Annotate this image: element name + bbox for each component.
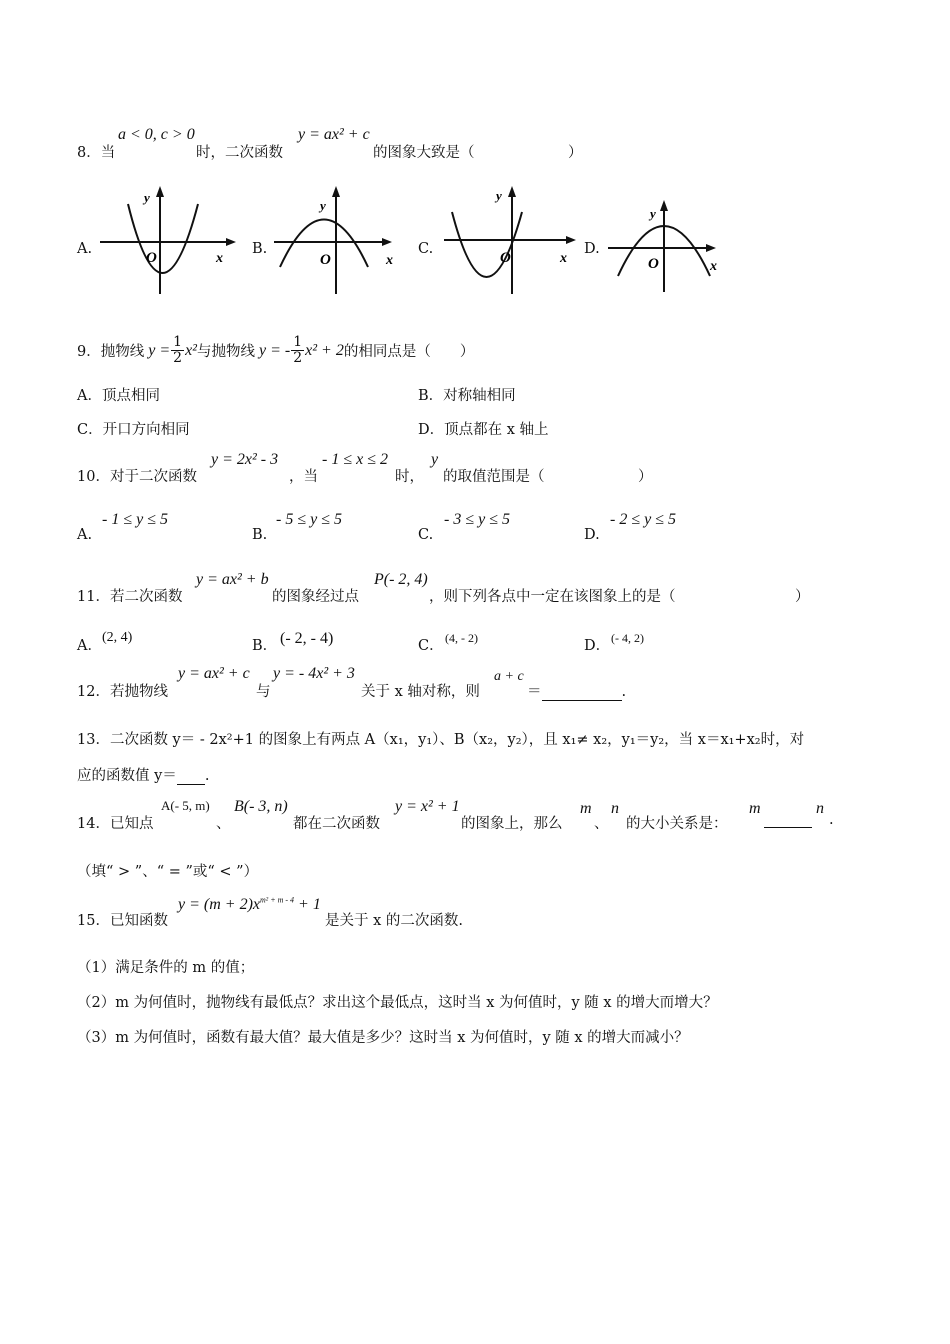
q14-number: 14． (77, 816, 110, 832)
q8-line (77, 141, 115, 162)
q12-middle2: 关于 x 轴对称，则 (361, 684, 480, 700)
q14-sep2: 、 (594, 816, 609, 832)
q14-m: m (580, 800, 592, 817)
q11-line (77, 585, 182, 606)
q14-sep: 、 (216, 816, 231, 832)
x-arrow (382, 238, 392, 246)
q9-option-c[interactable]: C．开口方向相同 (77, 422, 190, 438)
q12-blank[interactable] (542, 700, 622, 701)
x-label: x (710, 259, 717, 274)
q12-middle1: 与 (256, 684, 271, 700)
q10-option-c[interactable]: - 3 ≤ y ≤ 5 (444, 511, 510, 528)
q8-condition: a < 0, c > 0 (118, 126, 195, 143)
q8-suffix: 的图象大致是（ (373, 145, 475, 161)
q14-prefix: 已知点 (109, 816, 154, 832)
q10-prefix: 对于二次函数 (109, 469, 197, 485)
q8-graph-d[interactable] (606, 196, 726, 296)
y-label: y (650, 206, 656, 221)
q12-expr: a + c (494, 669, 524, 684)
x-label: x (386, 253, 393, 268)
q14-blank[interactable] (764, 827, 812, 828)
q11-number: 11． (77, 589, 110, 605)
q11-option-d-label[interactable]: D． (584, 638, 611, 654)
q15-part-1: （1）满足条件的 m 的值； (77, 960, 255, 976)
q12-prefix: 若抛物线 (109, 684, 168, 700)
q11-middle: 的图象经过点 (272, 589, 359, 605)
y-label: y (320, 198, 326, 213)
q10-middle1: ，当 (289, 469, 318, 485)
x-label: x (216, 251, 223, 266)
q10-option-d-label[interactable]: D. (584, 527, 600, 543)
q9-suffix: 的相同点是（ ） (343, 344, 475, 360)
q13-blank[interactable] (177, 784, 205, 785)
q13-line1 (77, 728, 804, 749)
q11-option-c[interactable]: (4, - 2) (445, 631, 478, 645)
y-arrow (508, 186, 516, 197)
q8-option-a-label[interactable]: A. (77, 241, 93, 257)
q9-middle: 与抛物线 (196, 344, 255, 360)
origin-label: O (648, 256, 659, 272)
q14-end: . (829, 812, 834, 828)
q11-point: P(- 2, 4) (374, 571, 428, 588)
q13-line2 (77, 764, 209, 785)
q11-close: ） (795, 589, 810, 605)
q14-n: n (611, 800, 619, 817)
q8-middle: 时，二次函数 (196, 145, 283, 161)
q15-function-exp: m² + m - 4 (260, 895, 295, 905)
origin-label: O (320, 252, 331, 268)
q15-prefix: 已知函数 (109, 913, 168, 929)
q10-line (77, 465, 197, 486)
x-arrow (566, 236, 576, 244)
origin-label: O (500, 250, 511, 266)
q12-equals: ＝ (527, 684, 542, 700)
y-arrow (660, 200, 668, 211)
q11-option-a[interactable]: (2, 4) (102, 630, 133, 645)
q8-graph-b[interactable] (272, 182, 402, 297)
q10-option-d[interactable]: - 2 ≤ y ≤ 5 (610, 511, 676, 528)
q13-text: 二次函数 y＝ - 2x²+1 的图象上有两点 A（x₁，y₁）、B（x₂，y₂），且 x₁≠ x₂，y₁＝y₂，当 x＝x₁+x₂时，对 (109, 732, 805, 748)
q11-function: y = ax² + b (196, 571, 269, 588)
q14-middle3: 的大小关系是： (626, 816, 728, 832)
q9-f2-rest: x² + 2 (305, 341, 344, 359)
parabola (128, 204, 198, 273)
q10-close: ） (638, 469, 653, 485)
q10-option-b-label[interactable]: B. (252, 527, 268, 543)
q13-number: 13． (77, 732, 110, 748)
q11-suffix: ，则下列各点中一定在该图象上的是（ (429, 589, 676, 605)
q8-number: 8． (77, 145, 101, 161)
q14-n2: n (816, 800, 824, 817)
q9-f1-lhs: y = (148, 341, 171, 359)
q8-prefix: 当 (100, 145, 116, 161)
q12-f2: y = - 4x² + 3 (273, 665, 355, 682)
q8-close: ） (568, 145, 583, 161)
q9-f1-fraction: $\frac{1}{2}$ (173, 334, 183, 366)
q8-option-c-label[interactable]: C. (418, 241, 434, 257)
q14-point-a: A(- 5, m) (161, 798, 210, 813)
q10-range: - 1 ≤ x ≤ 2 (322, 451, 388, 468)
q8-option-b-label[interactable]: B. (252, 241, 268, 257)
q9-number: 9． (77, 344, 101, 360)
q10-var: y (431, 451, 439, 468)
q10-option-a[interactable]: - 1 ≤ y ≤ 5 (102, 511, 168, 528)
q10-suffix: 的取值范围是（ (443, 469, 545, 485)
q14-hint: （填“ > ”、“ = ”或“ < ”） (77, 864, 259, 880)
q14-middle: 都在二次函数 (293, 816, 380, 832)
q12-line (77, 680, 168, 701)
y-arrow (332, 186, 340, 197)
q10-function: y = 2x² - 3 (211, 451, 279, 468)
q8-graph-a[interactable] (98, 182, 238, 297)
q14-middle2: 的图象上，那么 (461, 816, 563, 832)
q9-option-b[interactable]: B．对称轴相同 (418, 388, 516, 404)
q8-function: y = ax² + c (298, 126, 370, 143)
y-label: y (144, 190, 150, 205)
q14-answer (764, 812, 812, 828)
q14-function: y = x² + 1 (395, 798, 460, 815)
q13-end: . (204, 768, 210, 784)
q12-end: . (621, 684, 627, 700)
x-arrow (706, 244, 716, 252)
q15-suffix: 是关于 x 的二次函数. (325, 913, 464, 929)
q10-option-a-label[interactable]: A. (77, 527, 93, 543)
q9-line (77, 335, 474, 366)
q11-option-b[interactable]: (- 2, - 4) (280, 630, 334, 647)
x-arrow (226, 238, 236, 246)
q10-middle2: 时， (395, 469, 424, 485)
q13-line2-text: 应的函数值 y＝ (77, 768, 177, 784)
q12-f1: y = ax² + c (178, 665, 250, 682)
q9-option-a[interactable]: A．顶点相同 (77, 388, 160, 404)
q12-number: 12． (77, 684, 110, 700)
q9-f1-rest: x² (185, 341, 197, 359)
q9-prefix: 抛物线 (100, 344, 145, 360)
y-label: y (496, 188, 502, 203)
q15-line (77, 909, 168, 930)
q8-graph-c[interactable] (442, 182, 582, 297)
origin-label: O (146, 250, 157, 266)
q15-number: 15． (77, 913, 110, 929)
q9-f2-lhs: y = - (258, 341, 291, 359)
q11-option-c-label[interactable]: C． (418, 638, 444, 654)
q10-option-c-label[interactable]: C. (418, 527, 434, 543)
q15-function-tail: + 1 (298, 896, 321, 913)
q14-line (77, 812, 153, 833)
q11-option-b-label[interactable]: B． (252, 638, 278, 654)
q11-option-d[interactable]: (- 4, 2) (611, 631, 644, 645)
q11-option-a-label[interactable]: A． (77, 638, 102, 654)
y-arrow (156, 186, 164, 197)
q10-option-b[interactable]: - 5 ≤ y ≤ 5 (276, 511, 342, 528)
q9-option-d[interactable]: D．顶点都在 x 轴上 (418, 422, 549, 438)
q15-function-base: y = (m + 2)x (178, 896, 261, 913)
q14-m2: m (749, 800, 761, 817)
q10-number: 10． (77, 469, 110, 485)
q11-prefix: 若二次函数 (109, 589, 183, 605)
q9-f2-fraction: $\frac{1}{2}$ (293, 334, 303, 366)
q15-part-2: （2）m 为何值时，抛物线有最低点？求出这个最低点，这时当 x 为何值时，y 随 x 的增大而增大？ (77, 995, 718, 1011)
x-label: x (560, 251, 567, 266)
q8-option-d-label[interactable]: D. (584, 241, 600, 257)
q12-answer (527, 680, 626, 701)
q14-point-b: B(- 3, n) (234, 798, 288, 815)
q15-function (178, 896, 321, 914)
q15-part-3: （3）m 为何值时，函数有最大值？最大值是多少？这时当 x 为何值时，y 随 x 的增大而减小？ (77, 1030, 689, 1046)
